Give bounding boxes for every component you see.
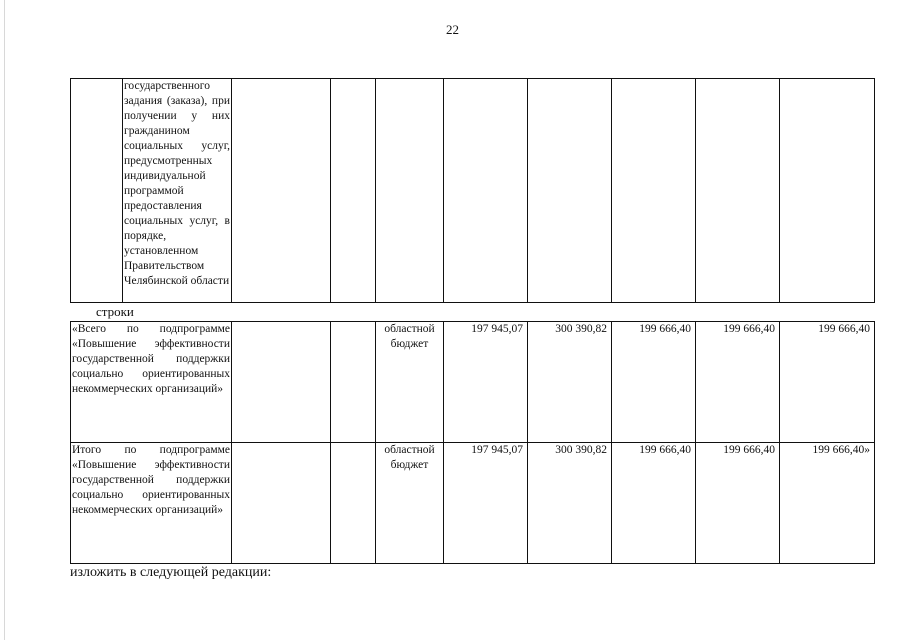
- name-text: государственного задания (заказа), при получении у них гражданином социальных услуг, предусмотренных индивидуальной программой предоставления социальных услуг, в порядке, установленном Правительством Челябинской области: [124, 80, 230, 287]
- cell-source: областной бюджет: [376, 443, 444, 564]
- cell-value: 199 666,40»: [780, 443, 875, 564]
- cell-code: [331, 322, 376, 443]
- cell-value: [528, 79, 612, 303]
- table-row: [71, 443, 875, 564]
- cell-value: 199 666,40: [696, 322, 780, 443]
- cell-code: [331, 443, 376, 564]
- cell-value: [780, 79, 875, 303]
- cell-value: 199 666,40: [612, 322, 696, 443]
- cell-source: областной бюджет: [376, 322, 444, 443]
- cell-value: 199 666,40: [696, 443, 780, 564]
- table-row: [71, 322, 875, 443]
- cell-value: 197 945,07: [444, 443, 528, 564]
- cell-value: [444, 79, 528, 303]
- cell-value: 300 390,82: [528, 443, 612, 564]
- cell-number: [71, 79, 123, 303]
- cell-value: [696, 79, 780, 303]
- cell-value: 199 666,40: [612, 443, 696, 564]
- continuation-table: [70, 78, 875, 303]
- cell-name: [71, 443, 232, 564]
- cell-name: [71, 322, 232, 443]
- cell-name: [123, 79, 232, 303]
- scan-edge-line: [4, 0, 5, 640]
- continuation-row: [71, 79, 875, 303]
- cell-value: 300 390,82: [528, 322, 612, 443]
- caption-edit: изложить в следующей редакции:: [70, 565, 272, 580]
- cell-value: 199 666,40: [780, 322, 875, 443]
- caption-rows: строки: [96, 304, 134, 319]
- row-name: «Всего по подпрограмме «Повышение эффективности государственной поддержки социально ориентированных некоммерческих организаций»: [72, 323, 230, 395]
- cell-executor: [232, 443, 331, 564]
- totals-table: [70, 321, 875, 564]
- row-name: Итого по подпрограмме «Повышение эффективности государственной поддержки социально ориентированных некоммерческих организаций»: [72, 444, 230, 516]
- cell-executor: [232, 79, 331, 303]
- cell-code: [331, 79, 376, 303]
- cell-value: 197 945,07: [444, 322, 528, 443]
- cell-source: [376, 79, 444, 303]
- page-number: 22: [446, 22, 459, 37]
- cell-executor: [232, 322, 331, 443]
- cell-value: [612, 79, 696, 303]
